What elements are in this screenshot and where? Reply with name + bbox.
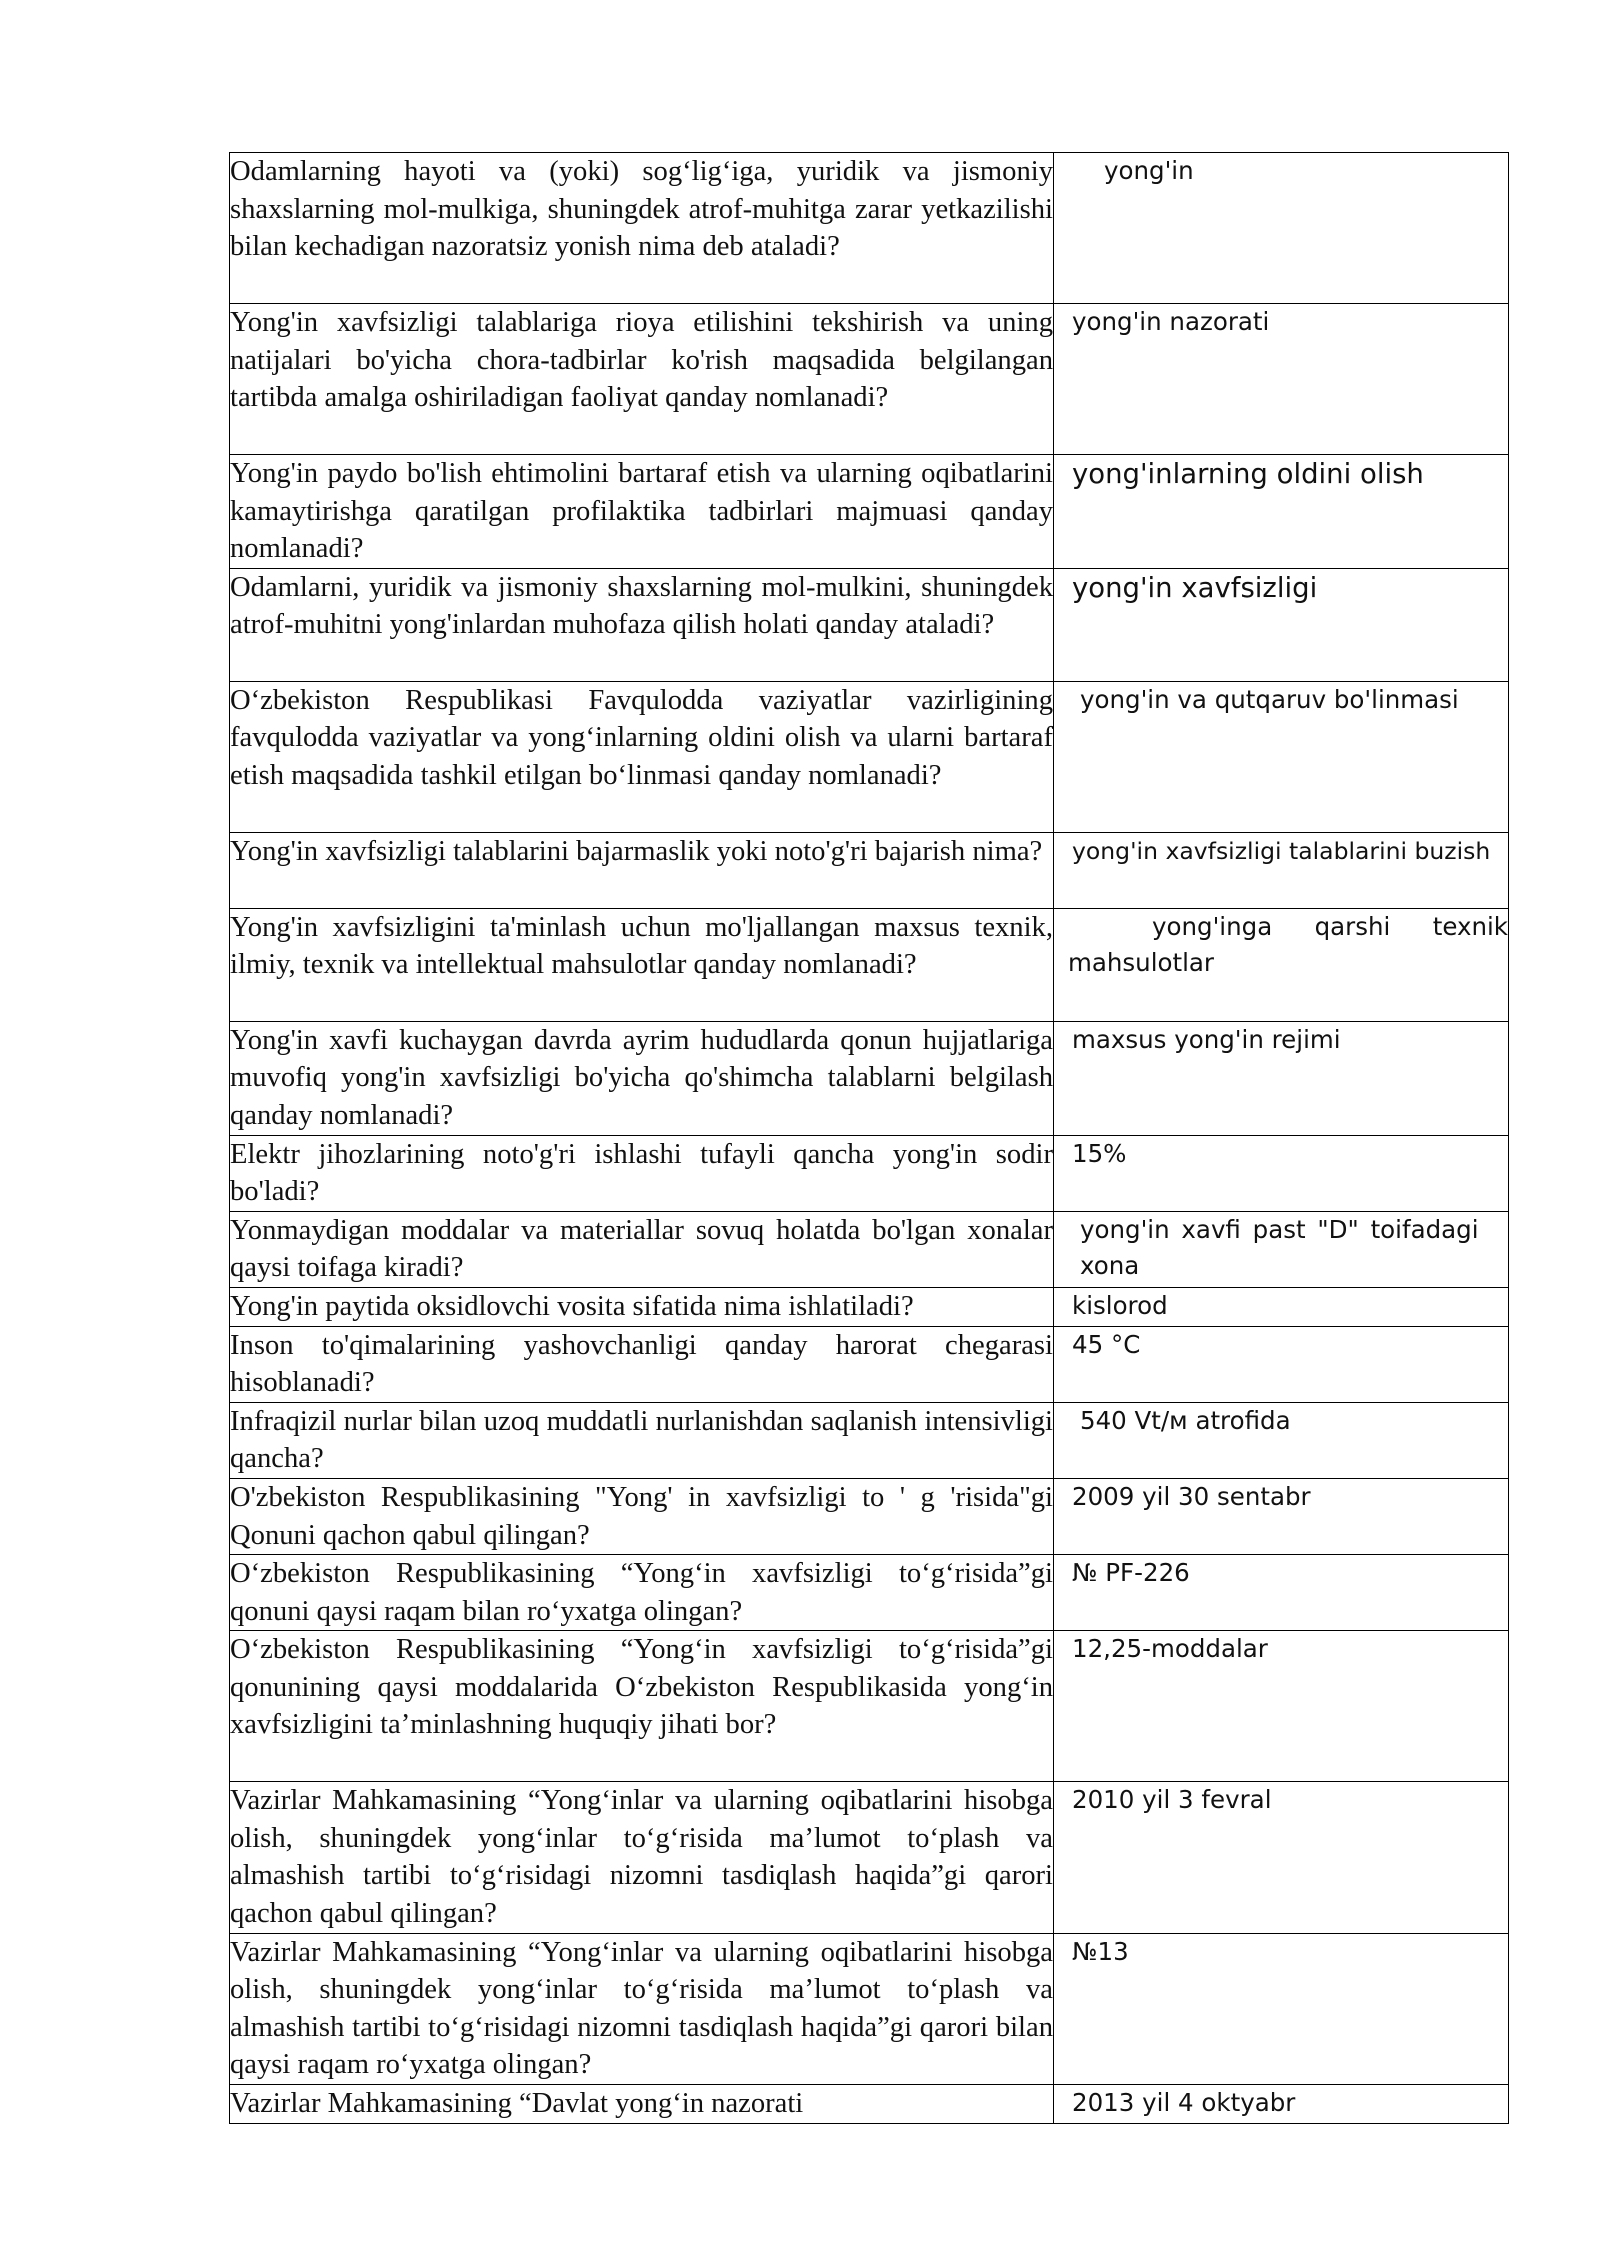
answer-cell: yong'in va qutqaruv bo'linmasi bbox=[1054, 681, 1509, 832]
question-cell: Yong'in paytida oksidlovchi vosita sifatida nima ishlatiladi? bbox=[230, 1287, 1054, 1326]
table-row bbox=[230, 153, 1509, 304]
question-cell: Vazirlar Mahkamasining “Davlat yong‘in nazorati bbox=[230, 2085, 1054, 2124]
question-cell: Yong'in paydo bo'lish ehtimolini bartaraf etish va ularning oqibatlarini kamaytirishga qaratilgan profilaktika tadbirlari majmuasi qanday nomlanadi? bbox=[230, 455, 1054, 569]
question-cell: Infraqizil nurlar bilan uzoq muddatli nurlanishdan saqlanish intensivligi qancha? bbox=[230, 1402, 1054, 1478]
answer-cell: № PF-226 bbox=[1054, 1555, 1509, 1631]
answer-cell: yong'in bbox=[1054, 153, 1509, 304]
table-row bbox=[230, 1555, 1509, 1631]
table-row bbox=[230, 1631, 1509, 1782]
answer-cell: 2009 yil 30 sentabr bbox=[1054, 1478, 1509, 1554]
question-cell: Inson to'qimalarining yashovchanligi qanday harorat chegarasi hisoblanadi? bbox=[230, 1326, 1054, 1402]
question-cell: Yong'in xavfsizligini ta'minlash uchun mo'ljallangan maxsus texnik, ilmiy, texnik va intellektual mahsulotlar qanday nomlanadi? bbox=[230, 908, 1054, 1021]
table-row bbox=[230, 455, 1509, 569]
table-row bbox=[230, 832, 1509, 908]
answer-cell: yong'inga qarshi texnik mahsulotlar bbox=[1054, 908, 1509, 1021]
table-row bbox=[230, 1478, 1509, 1554]
answer-cell: yong'inlarning oldini olish bbox=[1054, 455, 1509, 569]
table-row bbox=[230, 681, 1509, 832]
question-cell: Odamlarning hayoti va (yoki) sog‘lig‘iga, yuridik va jismoniy shaxslarning mol-mulkiga, shuningdek atrof-muhitga zarar yetkazilishi bilan kechadigan nazoratsiz yonish nima deb ataladi? bbox=[230, 153, 1054, 304]
answer-cell: №13 bbox=[1054, 1933, 1509, 2084]
table-row bbox=[230, 1326, 1509, 1402]
question-cell: Vazirlar Mahkamasining “Yong‘inlar va ularning oqibatlarini hisobga olish, shuningdek yong‘inlar to‘g‘risida ma’lumot to‘plash va almashish tartibi to‘g‘risidagi nizomni tasdiqlash haqida”gi qarori qachon qabul qilingan? bbox=[230, 1782, 1054, 1933]
question-cell: O'zbekiston Respublikasining "Yong' in xavfsizligi to ' g 'risida"gi Qonuni qachon qabul qilingan? bbox=[230, 1478, 1054, 1554]
question-cell: Yong'in xavfsizligi talablarini bajarmaslik yoki noto'g'ri bajarish nima? bbox=[230, 832, 1054, 908]
question-cell: Yong'in xavfi kuchaygan davrda ayrim hududlarda qonun hujjatlariga muvofiq yong'in xavfsizligi bo'yicha qo'shimcha talablarni belgilash qanday nomlanadi? bbox=[230, 1021, 1054, 1135]
answer-cell: yong'in xavfsizligi bbox=[1054, 568, 1509, 681]
question-cell: O‘zbekiston Respublikasining “Yong‘in xavfsizligi to‘g‘risida”gi qonunining qaysi moddalarida O‘zbekiston Respublikasida yong‘in xavfsizligini ta’minlashning huquqiy jihati bor? bbox=[230, 1631, 1054, 1782]
question-cell: Odamlarni, yuridik va jismoniy shaxslarning mol-mulkini, shuningdek atrof-muhitni yong'inlardan muhofaza qilish holati qanday ataladi? bbox=[230, 568, 1054, 681]
answer-cell: 2010 yil 3 fevral bbox=[1054, 1782, 1509, 1933]
answer-cell: kislorod bbox=[1054, 1287, 1509, 1326]
table-row bbox=[230, 304, 1509, 455]
answer-cell: yong'in nazorati bbox=[1054, 304, 1509, 455]
answer-cell: yong'in xavfsizligi talablarini buzish bbox=[1054, 832, 1509, 908]
table-row bbox=[230, 908, 1509, 1021]
qa-table bbox=[229, 152, 1509, 2124]
question-cell: O‘zbekiston Respublikasining “Yong‘in xavfsizligi to‘g‘risida”gi qonuni qaysi raqam bilan ro‘yxatga olingan? bbox=[230, 1555, 1054, 1631]
table-row bbox=[230, 2085, 1509, 2124]
answer-cell: 45 °C bbox=[1054, 1326, 1509, 1402]
answer-cell: 12,25-moddalar bbox=[1054, 1631, 1509, 1782]
table-row bbox=[230, 1933, 1509, 2084]
table-row bbox=[230, 1021, 1509, 1135]
answer-cell: 15% bbox=[1054, 1135, 1509, 1211]
table-row bbox=[230, 1211, 1509, 1287]
question-cell: O‘zbekiston Respublikasi Favqulodda vaziyatlar vazirligining favqulodda vaziyatlar va yong‘inlarning oldini olish va ularni bartaraf etish maqsadida tashkil etilgan bo‘linmasi qanday nomlanadi? bbox=[230, 681, 1054, 832]
question-cell: Yonmaydigan moddalar va materiallar sovuq holatda bo'lgan xonalar qaysi toifaga kiradi? bbox=[230, 1211, 1054, 1287]
question-cell: Yong'in xavfsizligi talablariga rioya etilishini tekshirish va uning natijalari bo'yicha chora-tadbirlar ko'rish maqsadida belgilangan tartibda amalga oshiriladigan faoliyat qanday nomlanadi? bbox=[230, 304, 1054, 455]
answer-cell: yong'in xavfi past "D" toifadagi xona bbox=[1054, 1211, 1509, 1287]
table-row bbox=[230, 1287, 1509, 1326]
table-row bbox=[230, 568, 1509, 681]
answer-cell: 2013 yil 4 oktyabr bbox=[1054, 2085, 1509, 2124]
question-cell: Elektr jihozlarining noto'g'ri ishlashi tufayli qancha yong'in sodir bo'ladi? bbox=[230, 1135, 1054, 1211]
answer-cell: 540 Vt/м atrofida bbox=[1054, 1402, 1509, 1478]
table-row bbox=[230, 1402, 1509, 1478]
table-row bbox=[230, 1782, 1509, 1933]
answer-cell: maxsus yong'in rejimi bbox=[1054, 1021, 1509, 1135]
question-cell: Vazirlar Mahkamasining “Yong‘inlar va ularning oqibatlarini hisobga olish, shuningdek yong‘inlar to‘g‘risida ma’lumot to‘plash va almashish tartibi to‘g‘risidagi nizomni tasdiqlash haqida”gi qarori bilan qaysi raqam ro‘yxatga olingan? bbox=[230, 1933, 1054, 2084]
table-row bbox=[230, 1135, 1509, 1211]
